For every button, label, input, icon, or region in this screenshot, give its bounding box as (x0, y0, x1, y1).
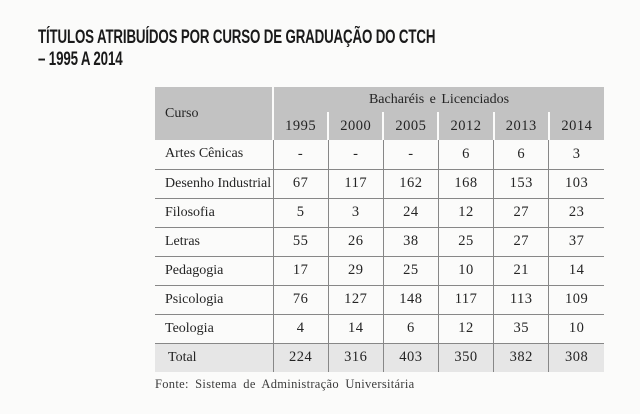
page-title-line1: TÍTULOS ATRIBUÍDOS POR CURSO DE GRADUAÇÃO DO CTCH (38, 27, 436, 48)
value-cell: 12 (438, 198, 493, 227)
value-cell: 38 (383, 227, 438, 256)
page-title-line2: – 1995 A 2014 (38, 49, 123, 70)
source-note: Fonte: Sistema de Administração Universitária (155, 377, 415, 391)
year-header-2012: 2012 (438, 112, 493, 140)
course-name-cell: Filosofia (165, 204, 215, 220)
value-cell: 350 (438, 343, 493, 372)
table-row-letras (155, 227, 604, 256)
value-cell: 35 (494, 314, 549, 343)
value-cell: 37 (549, 227, 604, 256)
table-row-total (155, 343, 604, 372)
value-cell: 153 (494, 169, 549, 198)
table-row-filosofia (155, 198, 604, 227)
value-cell: 27 (494, 227, 549, 256)
course-name-cell: Teologia (165, 320, 214, 336)
value-cell: 6 (383, 314, 438, 343)
value-cell: 10 (549, 314, 604, 343)
table-row-teologia (155, 314, 604, 343)
table-row-psicologia (155, 285, 604, 314)
value-cell: - (273, 140, 328, 169)
value-cell: - (328, 140, 383, 169)
year-header-2014: 2014 (549, 112, 604, 140)
value-cell: 308 (549, 343, 604, 372)
value-cell: 4 (273, 314, 328, 343)
value-cell: 127 (328, 285, 383, 314)
value-cell: 29 (328, 256, 383, 285)
value-cell: 24 (383, 198, 438, 227)
value-cell: 12 (438, 314, 493, 343)
value-cell: 224 (273, 343, 328, 372)
course-name-cell: Total (168, 349, 197, 365)
value-cell: 23 (549, 198, 604, 227)
value-cell: 27 (494, 198, 549, 227)
value-cell: 14 (328, 314, 383, 343)
value-cell: 3 (549, 140, 604, 169)
course-name-cell: Artes Cênicas (165, 146, 244, 162)
value-cell: 25 (438, 227, 493, 256)
value-cell: 5 (273, 198, 328, 227)
course-name-cell: Psicologia (165, 291, 224, 307)
table-row-desenho-industrial (155, 169, 604, 198)
value-cell: 26 (328, 227, 383, 256)
course-name-cell: Pedagogia (165, 262, 224, 278)
value-cell: 6 (438, 140, 493, 169)
value-cell: 162 (383, 169, 438, 198)
value-cell: 14 (549, 256, 604, 285)
value-cell: 148 (383, 285, 438, 314)
graduation-titles-table (155, 87, 604, 372)
value-cell: 113 (494, 285, 549, 314)
table-body (155, 140, 604, 372)
value-cell: 103 (549, 169, 604, 198)
value-cell: 117 (438, 285, 493, 314)
value-cell: 6 (494, 140, 549, 169)
value-cell: 168 (438, 169, 493, 198)
value-cell: - (383, 140, 438, 169)
col-group-header: Bacharéis e Licenciados (273, 87, 604, 112)
value-cell: 3 (328, 198, 383, 227)
table-header (155, 87, 604, 140)
table-row-pedagogia (155, 256, 604, 285)
value-cell: 403 (383, 343, 438, 372)
value-cell: 109 (549, 285, 604, 314)
year-header-2013: 2013 (494, 112, 549, 140)
value-cell: 17 (273, 256, 328, 285)
course-name-cell: Desenho Industrial (165, 175, 272, 191)
col-header-curso: Curso (155, 87, 273, 140)
year-header-1995: 1995 (273, 112, 328, 140)
value-cell: 67 (273, 169, 328, 198)
value-cell: 117 (328, 169, 383, 198)
page-title (38, 27, 435, 71)
value-cell: 76 (273, 285, 328, 314)
value-cell: 382 (494, 343, 549, 372)
year-header-2005: 2005 (383, 112, 438, 140)
value-cell: 21 (494, 256, 549, 285)
course-name-cell: Letras (165, 233, 200, 249)
value-cell: 316 (328, 343, 383, 372)
table-row-artes-cenicas (155, 140, 604, 169)
header-group-row (155, 87, 604, 112)
value-cell: 10 (438, 256, 493, 285)
value-cell: 25 (383, 256, 438, 285)
year-header-2000: 2000 (328, 112, 383, 140)
value-cell: 55 (273, 227, 328, 256)
